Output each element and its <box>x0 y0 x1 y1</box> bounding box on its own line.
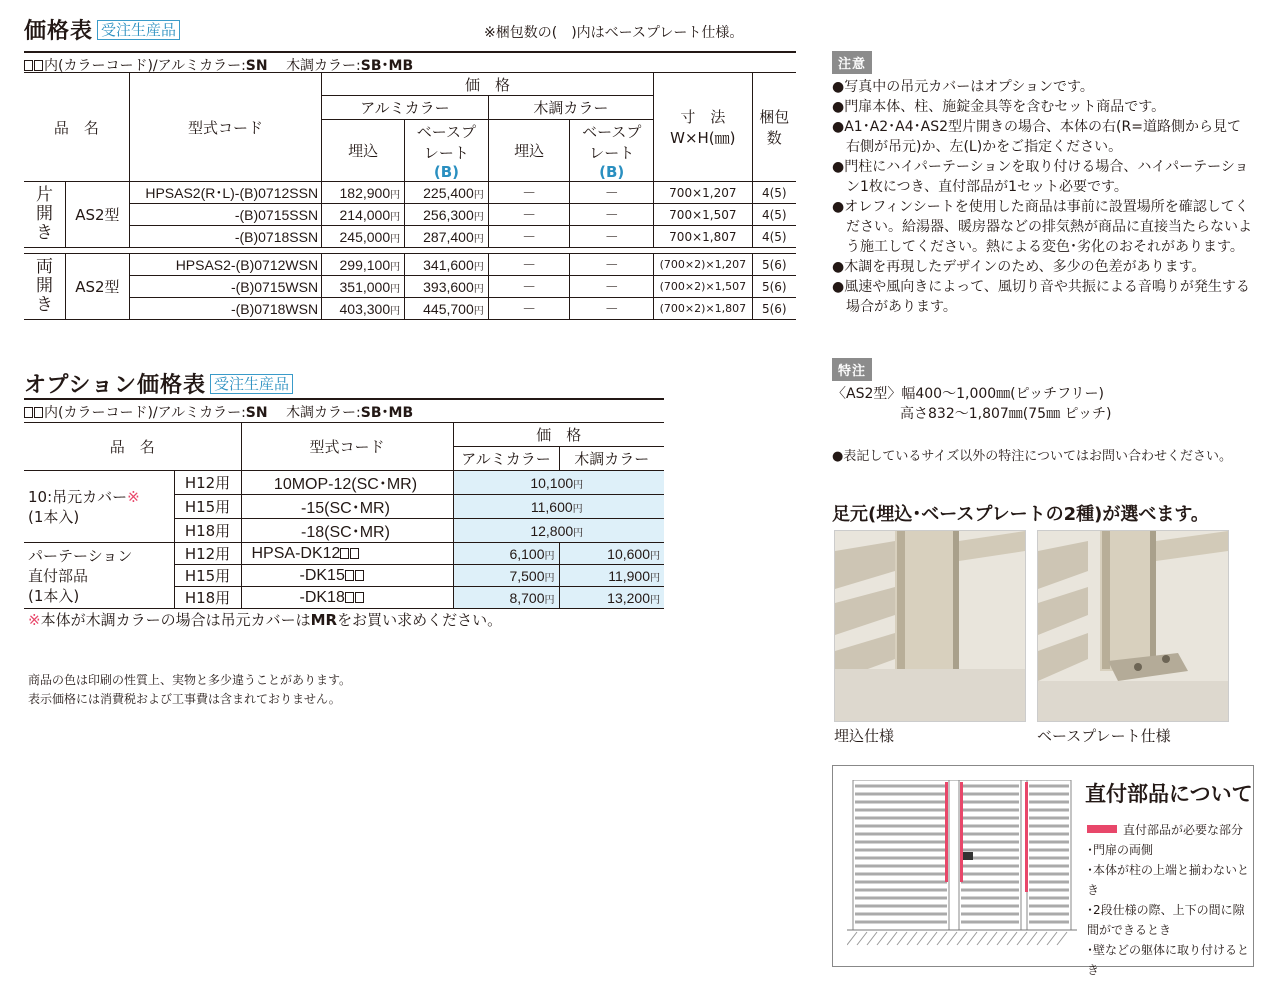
color-line-prefix: 内(カラーコード)/アルミカラー: <box>44 405 246 421</box>
yen-unit: 円 <box>390 233 401 245</box>
opt-size: H15用 <box>174 565 241 587</box>
pack-cell: 4(5) <box>752 182 796 204</box>
pack-cell: 5(6) <box>752 298 796 320</box>
caution-label: 注意 <box>832 51 872 74</box>
opt-code: 10MOP-12(SC･MR) <box>241 471 453 495</box>
size-cell: (700×2)×1,207 <box>654 254 753 276</box>
product-code: -(B)0718SSN <box>129 226 321 248</box>
table-row <box>24 543 664 565</box>
size-cell: (700×2)×1,807 <box>654 298 753 320</box>
price-cell <box>405 276 489 298</box>
caution-item: ●門扉本体、柱、施錠金具等を含むセット商品です。 <box>832 99 1166 115</box>
price-value: 245,000 <box>339 228 391 245</box>
yen-unit: 円 <box>650 550 660 562</box>
opt-code: -18(SC･MR) <box>241 519 453 543</box>
model-double: AS2型 <box>66 254 130 320</box>
caution-item: ●風速や風向きによって、風切り音や共振による音鳴りが発生する場合があります。 <box>832 279 1250 315</box>
packing-note: ※梱包数の( )内はベースプレート仕様。 <box>484 25 744 41</box>
yen-unit: 円 <box>650 572 660 584</box>
price-cell <box>322 226 405 248</box>
opt-size: H15用 <box>174 495 241 519</box>
accent-swatch-icon <box>1087 825 1117 833</box>
opt-price-alumi <box>453 565 559 587</box>
partition-sub: (1本入) <box>28 586 80 605</box>
header-kata: 型式コード <box>129 73 321 182</box>
price-value: 225,400 <box>423 184 474 201</box>
footnote-text: 本体が木調カラーの場合は吊元カバーは <box>40 611 311 629</box>
price-value: 351,000 <box>339 278 391 295</box>
product-code: HPSAS2(R･L)-(B)0712SSN <box>129 182 321 204</box>
dash-cell: － <box>488 298 570 320</box>
code-text: -DK15 <box>299 566 345 584</box>
table-row <box>24 276 796 298</box>
yen-unit: 円 <box>473 211 484 223</box>
option-table <box>24 422 664 609</box>
price-value: 10,100 <box>530 474 574 491</box>
product-code: HPSAS2-(B)0712WSN <box>129 254 321 276</box>
caution-list <box>832 77 1252 317</box>
table-row <box>24 298 796 320</box>
code-text: HPSA-DK12 <box>251 544 341 562</box>
caution-section <box>832 51 872 74</box>
price-cell <box>405 298 489 320</box>
base-b-label: (B) <box>599 162 625 181</box>
price-cell <box>322 204 405 226</box>
disclaimers <box>28 671 351 709</box>
umekomi-photo <box>834 530 1026 722</box>
direct-parts-legend <box>1087 820 1249 980</box>
price-value: 10,600 <box>607 545 650 562</box>
color-code-box-icon <box>34 60 43 71</box>
price-value: 341,600 <box>423 256 474 273</box>
price-cell <box>322 182 405 204</box>
base-label: ベースプレート <box>416 122 477 162</box>
opt-header-kata: 型式コード <box>241 423 453 471</box>
direct-parts-panel <box>832 765 1254 977</box>
header-wood-base <box>570 120 654 182</box>
opt-price-alumi <box>453 543 559 565</box>
alumi-color-code: SN <box>245 58 268 74</box>
footnote-bold: MR <box>310 611 338 629</box>
opt-item-cover <box>24 471 174 543</box>
price-table <box>24 72 796 320</box>
size-cell: 700×1,807 <box>654 226 753 248</box>
yen-unit: 円 <box>390 211 401 223</box>
yen-unit: 円 <box>473 233 484 245</box>
pack-cell: 5(6) <box>752 276 796 298</box>
yen-unit: 円 <box>650 594 660 606</box>
base-b-label: (B) <box>433 162 459 181</box>
pack-cell: 5(6) <box>752 254 796 276</box>
price-value: 13,200 <box>607 589 650 606</box>
color-code-box-icon <box>355 592 364 603</box>
pack-cell: 4(5) <box>752 226 796 248</box>
opt-header-alumi: アルミカラー <box>453 447 559 471</box>
header-konpou: 梱包数 <box>752 73 796 182</box>
opt-item-partition <box>24 543 174 609</box>
opt-price-alumi <box>453 587 559 609</box>
type-double: 両開き <box>24 254 66 320</box>
alumi-color-code: SN <box>245 405 268 421</box>
made-to-order-badge: 受注生産品 <box>210 374 293 394</box>
caution-item: ●A1･A2･A4･AS2型片開きの場合、本体の右(R=道路側から見て右側が吊元)か、左(L)かをご指定ください。 <box>832 119 1241 155</box>
header-alumi: アルミカラー <box>322 96 489 120</box>
legend-item: ･本体が柱の上端と揃わないとき <box>1087 863 1250 897</box>
price-cell <box>405 182 489 204</box>
color-line-prefix: 内(カラーコード)/アルミカラー: <box>44 58 246 74</box>
product-code: -(B)0715WSN <box>129 276 321 298</box>
made-to-order-badge: 受注生産品 <box>97 20 180 40</box>
special-line2: 高さ832～1,807㎜(75㎜ ピッチ) <box>900 406 1112 422</box>
dash-cell: － <box>488 254 570 276</box>
color-code-box-icon <box>345 570 354 581</box>
price-table-title-text: 価格表 <box>24 19 94 44</box>
price-value: 12,800 <box>530 522 574 539</box>
opt-code <box>241 565 453 587</box>
yen-unit: 円 <box>573 479 584 491</box>
dash-cell: － <box>570 298 654 320</box>
opt-price-wood <box>559 543 664 565</box>
footnote-suffix: をお買い求めください。 <box>337 611 503 629</box>
price-value: 182,900 <box>339 184 391 201</box>
baseplate-photo <box>1037 530 1229 722</box>
wood-color-code: SB･MB <box>360 58 414 74</box>
opt-price-wood <box>559 587 664 609</box>
partition-name2: 直付部品 <box>28 566 89 585</box>
price-value: 214,000 <box>339 206 391 223</box>
legend-item: ･門扉の両側 <box>1087 843 1154 857</box>
price-value: 7,500 <box>509 567 545 584</box>
price-cell <box>405 254 489 276</box>
opt-size: H18用 <box>174 519 241 543</box>
yen-unit: 円 <box>544 550 555 562</box>
price-cell <box>322 298 405 320</box>
header-sunpou <box>654 73 753 182</box>
color-code-box-icon <box>340 548 349 559</box>
yen-unit: 円 <box>390 283 401 295</box>
yen-unit: 円 <box>473 261 484 273</box>
table-row <box>24 226 796 248</box>
table-row <box>24 471 664 495</box>
opt-code <box>241 587 453 609</box>
yen-unit: 円 <box>390 189 401 201</box>
dash-cell: － <box>570 226 654 248</box>
price-cell <box>405 226 489 248</box>
price-cell <box>322 276 405 298</box>
wood-color-label: 木調カラー: <box>286 405 361 421</box>
yen-unit: 円 <box>572 503 583 515</box>
opt-price <box>453 519 664 543</box>
dash-cell: － <box>570 204 654 226</box>
yen-unit: 円 <box>390 305 401 317</box>
price-value: 299,100 <box>339 256 391 273</box>
legend-item: ･壁などの躯体に取り付けるとき <box>1087 943 1250 977</box>
option-color-code-line <box>24 398 664 422</box>
price-value: 11,900 <box>608 567 650 584</box>
opt-code <box>241 543 453 565</box>
option-footnote <box>28 609 502 630</box>
yen-unit: 円 <box>544 594 555 606</box>
legend-row <box>1087 820 1249 840</box>
yen-unit: 円 <box>473 283 484 295</box>
umekomi-image <box>835 531 1025 721</box>
cover-mark: ※ <box>127 487 140 506</box>
dash-cell: － <box>488 204 570 226</box>
color-code-box-icon <box>24 60 33 71</box>
header-wood-umekomi: 埋込 <box>488 120 570 182</box>
option-table-title <box>24 368 293 399</box>
color-code-box-icon <box>345 592 354 603</box>
footnote-mark: ※ <box>28 611 41 629</box>
header-alumi-base <box>405 120 489 182</box>
product-code: -(B)0718WSN <box>129 298 321 320</box>
price-value: 287,400 <box>423 228 474 245</box>
disclaimer-line: 表示価格には消費税および工事費は含まれておりません。 <box>28 692 341 706</box>
opt-code: -15(SC･MR) <box>241 495 453 519</box>
sunpou-label: 寸 法 <box>680 108 726 126</box>
price-value: 445,700 <box>423 300 474 317</box>
cover-sub: (1本入) <box>28 507 80 526</box>
price-value: 11,600 <box>530 498 573 515</box>
price-value: 403,300 <box>339 300 391 317</box>
cover-name: 10:吊元カバー <box>28 487 128 506</box>
code-text: -DK18 <box>299 588 345 606</box>
yen-unit: 円 <box>573 527 584 539</box>
opt-price <box>453 495 664 519</box>
baseplate-caption: ベースプレート仕様 <box>1037 727 1171 745</box>
price-value: 256,300 <box>423 206 474 223</box>
dash-cell: － <box>488 276 570 298</box>
special-section <box>832 358 872 381</box>
gate-diagram <box>847 780 1077 960</box>
dash-cell: － <box>570 254 654 276</box>
special-label: 特注 <box>832 358 872 381</box>
opt-size: H18用 <box>174 587 241 609</box>
dash-cell: － <box>488 226 570 248</box>
price-table-title <box>24 14 180 45</box>
header-hinmei: 品 名 <box>24 73 129 182</box>
dash-cell: － <box>570 182 654 204</box>
opt-price <box>453 471 664 495</box>
color-code-box-icon <box>24 407 33 418</box>
table-row <box>24 182 796 204</box>
price-value: 8,700 <box>509 589 545 606</box>
price-value: 6,100 <box>509 545 545 562</box>
foot-section-title: 足元(埋込･ベースプレートの2種)が選べます。 <box>832 504 1209 525</box>
special-line1: 〈AS2型〉幅400～1,000㎜(ピッチフリー) <box>832 386 1104 402</box>
size-cell: 700×1,207 <box>654 182 753 204</box>
caution-item: ●写真中の吊元カバーはオプションです。 <box>832 79 1094 95</box>
special-note: ●表記しているサイズ以外の特注についてはお問い合わせください。 <box>832 449 1233 464</box>
caution-item: ●オレフィンシートを使用した商品は事前に設置場所を確認してください。給湯器、暖房器などの排気熱が商品に直接当たらないよう施工してください。熱による変色･劣化のおそれがあります。 <box>832 199 1252 255</box>
color-code-box-icon <box>34 407 43 418</box>
partition-name: パーテーション <box>28 546 133 565</box>
price-value: 393,600 <box>423 278 474 295</box>
special-text <box>832 384 1111 424</box>
option-table-title-text: オプション価格表 <box>24 373 207 398</box>
baseplate-image <box>1038 531 1228 721</box>
table-row <box>24 204 796 226</box>
dash-cell: － <box>570 276 654 298</box>
product-code: -(B)0715SSN <box>129 204 321 226</box>
dash-cell: － <box>488 182 570 204</box>
yen-unit: 円 <box>390 261 401 273</box>
price-cell <box>322 254 405 276</box>
direct-parts-title: 直付部品について <box>1085 782 1253 806</box>
size-cell: (700×2)×1,507 <box>654 276 753 298</box>
wood-color-label: 木調カラー: <box>286 58 361 74</box>
yen-unit: 円 <box>473 189 484 201</box>
opt-header-wood: 木調カラー <box>559 447 664 471</box>
opt-size: H12用 <box>174 543 241 565</box>
model-single: AS2型 <box>66 182 130 248</box>
yen-unit: 円 <box>473 305 484 317</box>
disclaimer-line: 商品の色は印刷の性質上、実物と多少違うことがあります。 <box>28 673 352 687</box>
color-code-box-icon <box>350 548 359 559</box>
yen-unit: 円 <box>544 572 555 584</box>
opt-size: H12用 <box>174 471 241 495</box>
caution-item: ●木調を再現したデザインのため、多少の色差があります。 <box>832 259 1206 275</box>
header-kakaku: 価 格 <box>322 73 654 96</box>
legend-item: ･2段仕様の際、上下の間に隙間ができるとき <box>1087 903 1245 937</box>
size-cell: 700×1,507 <box>654 204 753 226</box>
pack-cell: 4(5) <box>752 204 796 226</box>
price-cell <box>405 204 489 226</box>
sunpou-sub-label: W×H(㎜) <box>670 129 736 147</box>
header-alumi-umekomi: 埋込 <box>322 120 405 182</box>
wood-color-code: SB･MB <box>360 405 414 421</box>
base-label: ベースプレート <box>582 122 642 162</box>
opt-price-wood <box>559 565 664 587</box>
umekomi-caption: 埋込仕様 <box>834 727 895 745</box>
table-row <box>24 254 796 276</box>
opt-header-kakaku: 価 格 <box>453 423 664 447</box>
caution-item: ●門柱にハイパーテーションを取り付ける場合、ハイパーテーション1枚につき、直付部品が1セット必要です。 <box>832 159 1249 195</box>
opt-header-hinmei: 品 名 <box>24 423 241 471</box>
color-code-box-icon <box>355 570 364 581</box>
type-single: 片開き <box>24 182 66 248</box>
header-wood: 木調カラー <box>488 96 653 120</box>
legend-text: 直付部品が必要な部分 <box>1123 823 1244 837</box>
